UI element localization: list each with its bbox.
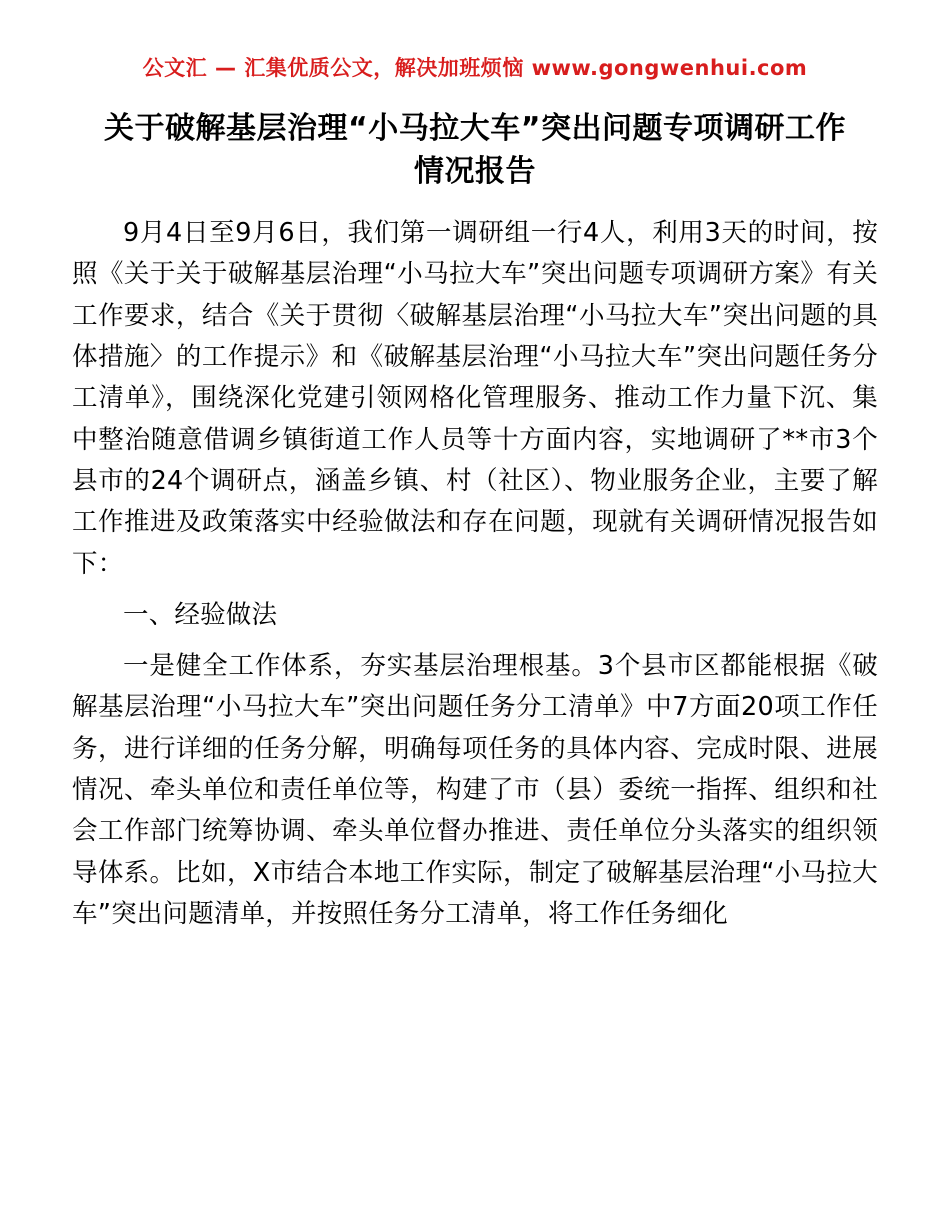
page-title: 关于破解基层治理“小马拉大车”突出问题专项调研工作情况报告 bbox=[104, 111, 846, 189]
paragraph-intro: 9月4日至9月6日，我们第一调研组一行4人，利用3天的时间，按照《关于关于破解基层治理“小马拉大车”突出问题专项调研方案》有关工作要求，结合《关于贯彻〈破解基层治理“小马拉大车”突出问题的具体措施〉的工作提示》和《破解基层治理“小马拉大车”突出问题任务分工清单》，围绕深化党建引领网格化管理服务、推动工作力量下沉、集中整治随意借调乡镇街道工作人员等十方面内容，实地调研了**市3个县市的24个调研点，涵盖乡镇、村（社区）、物业服务企业，主要了解工作推进及政策落实中经验做法和存在问题，现就有关调研情况报告如下： bbox=[72, 218, 878, 579]
site-watermark: 公文汇 — 汇集优质公文，解决加班烦恼 www.gongwenhui.com bbox=[142, 56, 808, 80]
paragraph-point-one: 一是健全工作体系，夯实基层治理根基。3个县市区都能根据《破解基层治理“小马拉大车”突出问题任务分工清单》中7方面20项工作任务，进行详细的任务分解，明确每项任务的具体内容、完成时限、进展情况、牵头单位和责任单位等，构建了市（县）委统一指挥、组织和社会工作部门统筹协调、牵头单位督办推进、责任单位分头落实的组织领导体系。比如，X市结合本地工作实际，制定了破解基层治理“小马拉大车”突出问题清单，并按照任务分工清单，将工作任务细化 bbox=[72, 651, 878, 929]
section-heading-one: 一、经验做法 bbox=[123, 599, 278, 630]
